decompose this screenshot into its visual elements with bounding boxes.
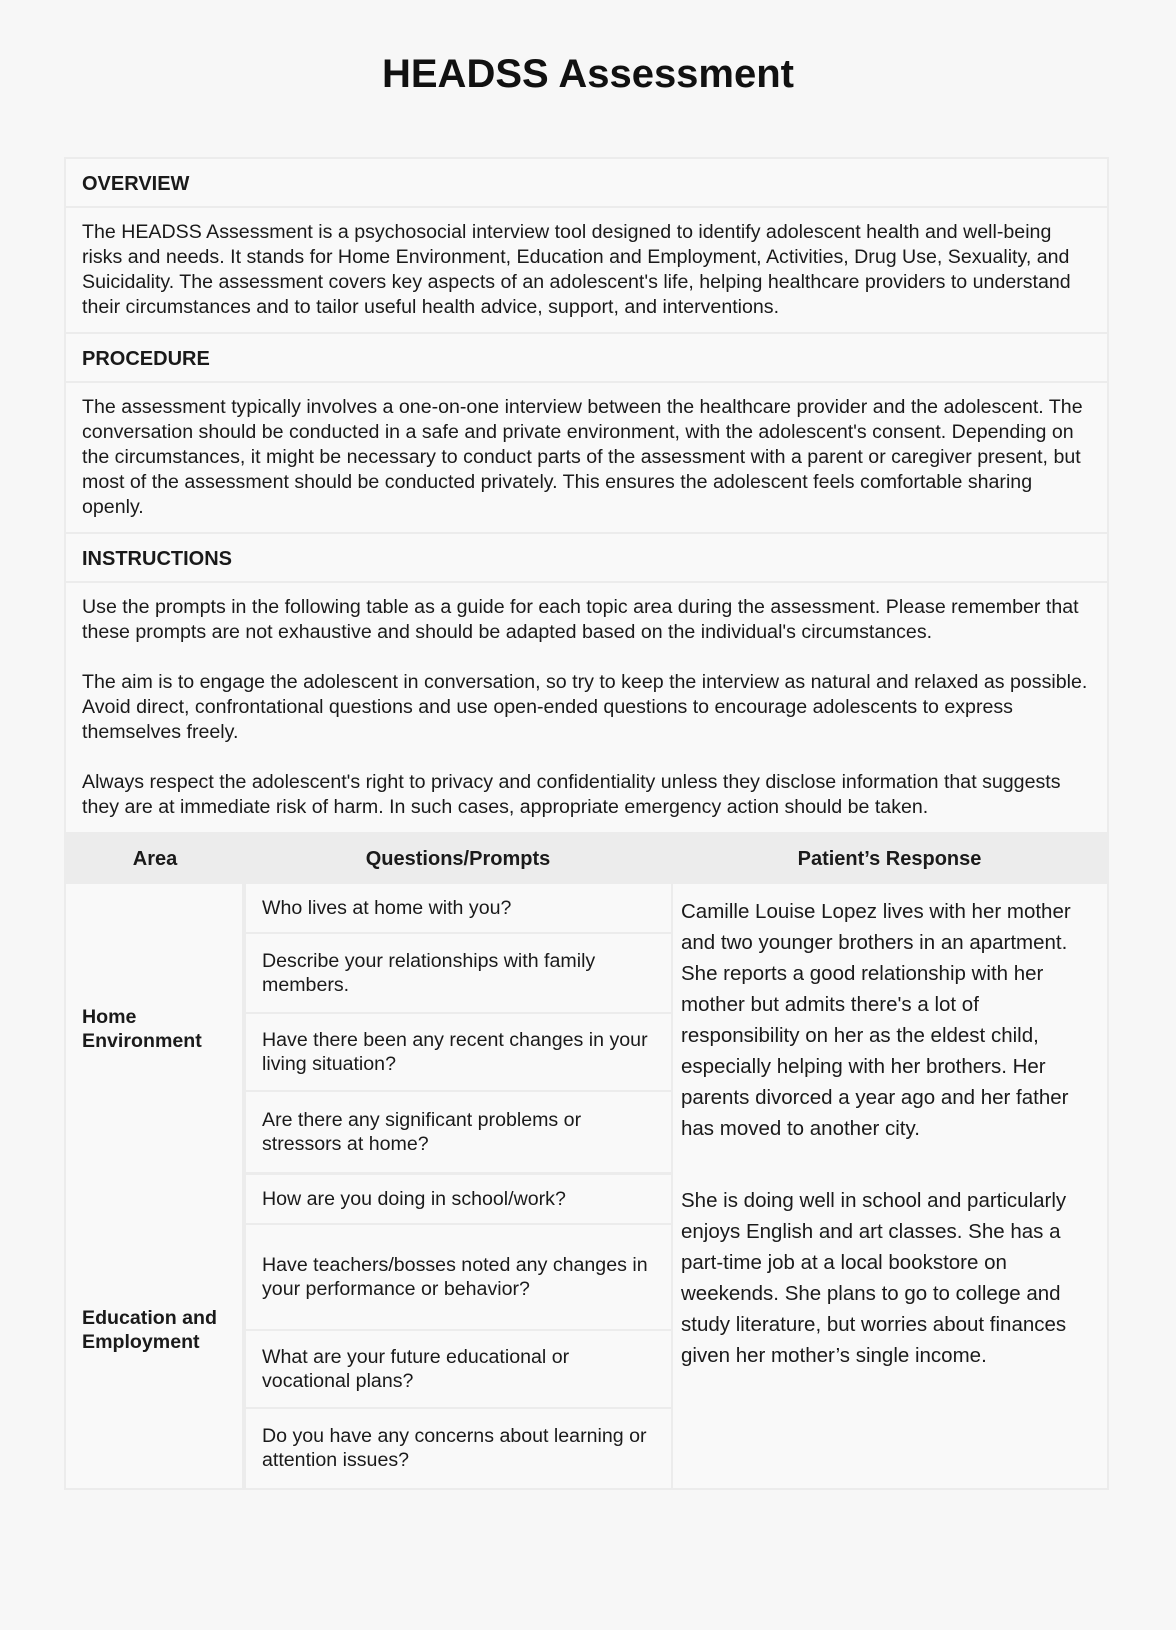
assessment-document	[64, 157, 1109, 1490]
area-cell: Home Environment	[66, 884, 244, 1173]
headss-table	[66, 834, 1107, 1488]
header-area: Area	[66, 834, 244, 884]
table-row	[66, 1173, 1107, 1224]
overview-heading: OVERVIEW	[66, 159, 1107, 208]
table-header-row	[66, 834, 1107, 884]
question-cell: Describe your relationships with family members.	[244, 933, 672, 1013]
instructions-paragraph: Use the prompts in the following table as a guide for each topic area during the assessment. Please remember that these prompts are not exhaustive and should be adapted based on the individual's circumstances.	[82, 596, 1079, 643]
question-cell: Are there any significant problems or stressors at home?	[244, 1091, 672, 1173]
page-title: HEADSS Assessment	[381, 52, 794, 96]
instructions-text	[66, 583, 1107, 834]
procedure-heading: PROCEDURE	[66, 334, 1107, 383]
area-cell: Education and Employment	[66, 1173, 244, 1488]
procedure-text: The assessment typically involves a one-on-one interview between the healthcare provider and the adolescent. The conversation should be conducted in a safe and private environment, with the adolescent's consent. Depending on the circumstances, it might be necessary to conduct parts of the assessment with a parent or caregiver present, but most of the assessment should be conducted privately. This ensures the adolescent feels comfortable sharing openly.	[66, 383, 1107, 534]
question-cell: Have teachers/bosses noted any changes in your performance or behavior?	[244, 1224, 672, 1330]
question-cell: What are your future educational or vocational plans?	[244, 1330, 672, 1408]
overview-text: The HEADSS Assessment is a psychosocial interview tool designed to identify adolescent health and well-being risks and needs. It stands for Home Environment, Education and Employment, Activities, Drug Use, Sexuality, and Suicidality. The assessment covers key aspects of an adolescent's life, helping healthcare providers to understand their circumstances and to tailor useful health advice, support, and interventions.	[66, 208, 1107, 334]
response-cell: Camille Louise Lopez lives with her mother and two younger brothers in an apartment. She reports a good relationship with her mother but admits there's a lot of responsibility on her as the eldest child, especially helping with her brothers. Her parents divorced a year ago and her father has moved to another city.	[681, 900, 1071, 1140]
response-cell: She is doing well in school and particularly enjoys English and art classes. She has a part-time job at a local bookstore on weekends. She plans to go to college and study literature, but worries about finances given her mother’s single income.	[681, 1189, 1067, 1367]
question-cell: Have there been any recent changes in your living situation?	[244, 1013, 672, 1091]
header-questions: Questions/Prompts	[244, 834, 672, 884]
table-row	[66, 884, 1107, 933]
instructions-heading: INSTRUCTIONS	[66, 534, 1107, 583]
header-response: Patient’s Response	[672, 834, 1107, 884]
question-cell: Do you have any concerns about learning or attention issues?	[244, 1408, 672, 1488]
question-cell: Who lives at home with you?	[244, 884, 672, 933]
question-cell: How are you doing in school/work?	[244, 1173, 672, 1224]
instructions-paragraph: Always respect the adolescent's right to privacy and confidentiality unless they disclose information that suggests they are at immediate risk of harm. In such cases, appropriate emergency action should be taken.	[82, 771, 1061, 818]
instructions-paragraph: The aim is to engage the adolescent in conversation, so try to keep the interview as natural and relaxed as possible. Avoid direct, confrontational questions and use open-ended questions to encourage adolescents to express themselves freely.	[82, 671, 1088, 743]
